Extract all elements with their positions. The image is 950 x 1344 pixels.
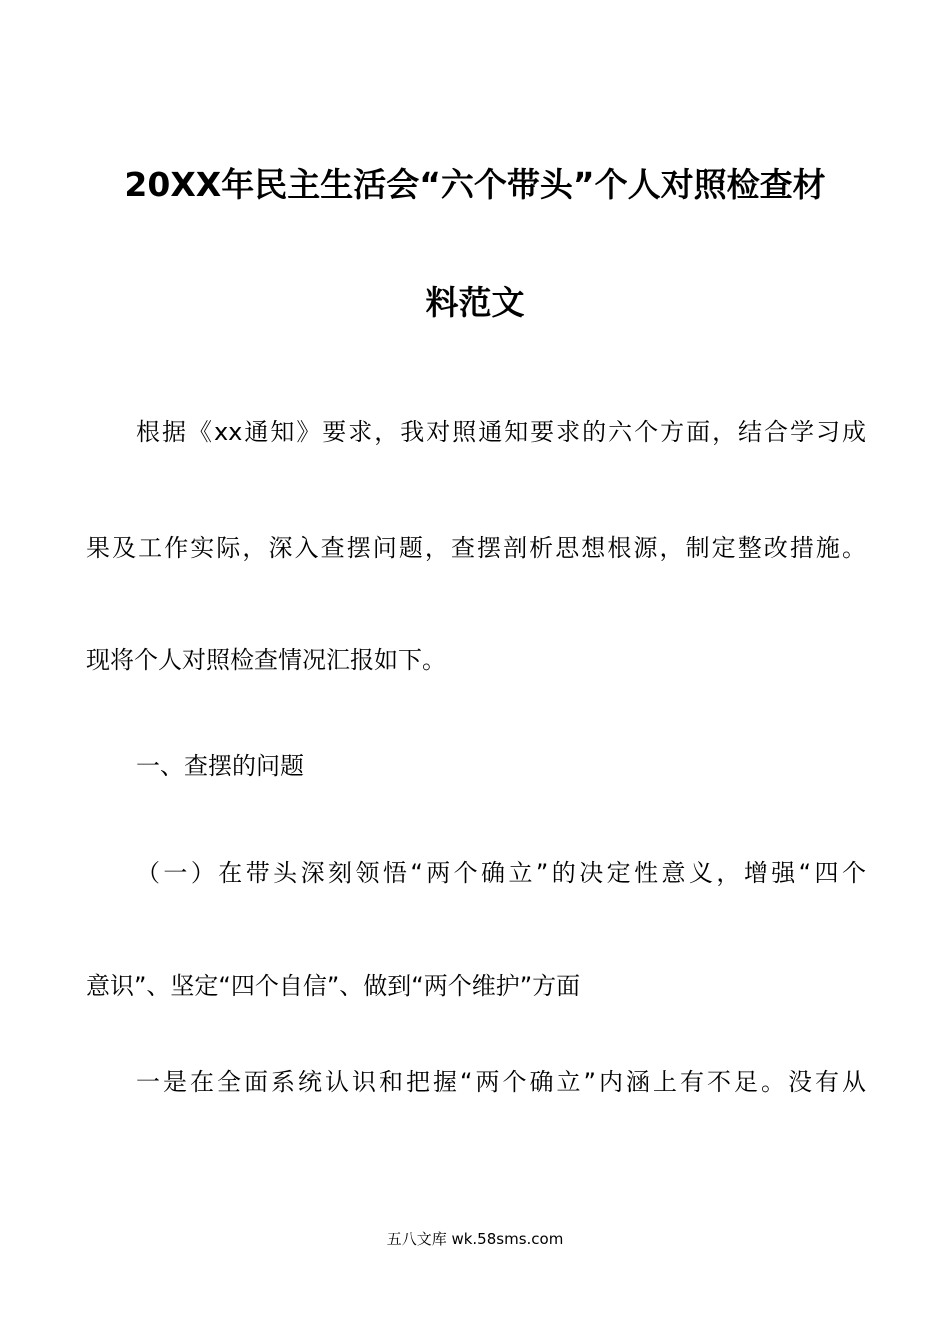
subheading-1-line-2: 意识”、坚定“四个自信”、做到“两个维护”方面	[86, 972, 581, 1000]
paragraph-3-line-1: 一是在全面系统认识和把握“两个确立”内涵上有不足。没有从	[136, 1068, 866, 1096]
paragraph-1-line-1: 根据《xx通知》要求，我对照通知要求的六个方面，结合学习成	[136, 418, 866, 446]
footer-watermark: 五八文库 wk.58sms.com	[386, 1230, 564, 1248]
section-heading-1: 一、查摆的问题	[136, 752, 304, 780]
document-title-line-1: 20XX年民主生活会“六个带头”个人对照检查材	[124, 165, 826, 204]
subheading-1-line-1: （一）在带头深刻领悟“两个确立”的决定性意义，增强“四个	[136, 859, 866, 887]
paragraph-1-line-3: 现将个人对照检查情况汇报如下。	[86, 646, 446, 674]
paragraph-1-line-2: 果及工作实际，深入查摆问题，查摆剖析思想根源，制定整改措施。	[86, 534, 866, 562]
document-title-line-2: 料范文	[425, 283, 525, 322]
